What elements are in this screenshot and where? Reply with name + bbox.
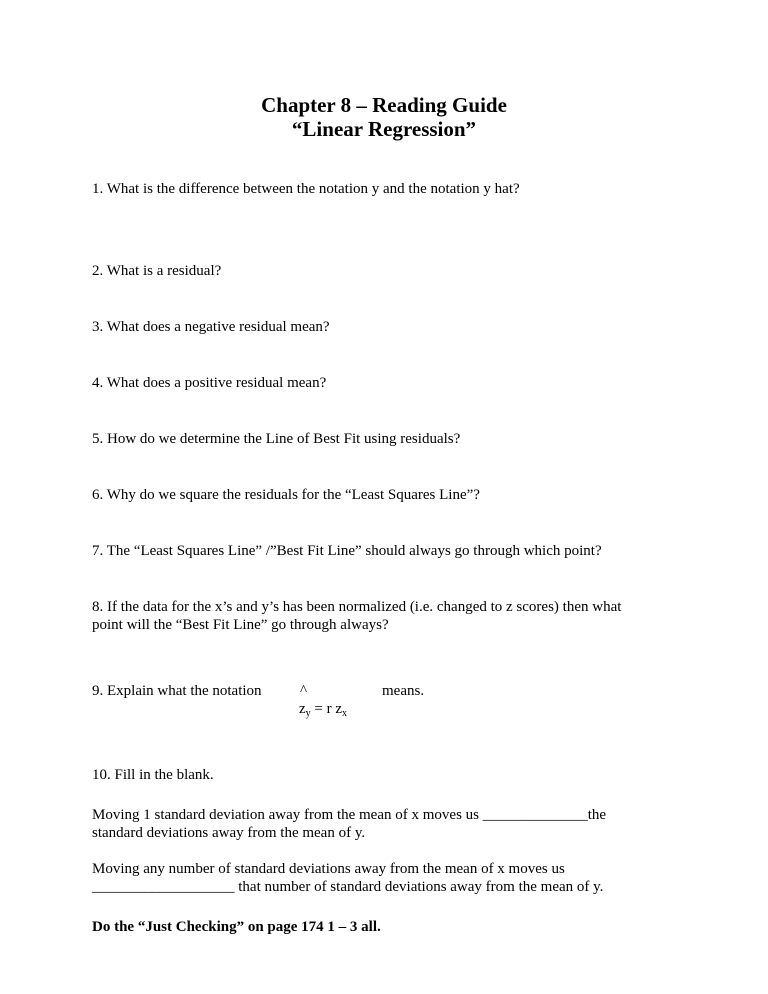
- question-2: 2. What is a residual?: [92, 263, 222, 279]
- fill-blank-1-line-1: Moving 1 standard deviation away from the mean of x moves us ______________the: [92, 807, 607, 823]
- question-9-suffix: means.: [382, 683, 425, 699]
- question-10: 10. Fill in the blank.: [92, 767, 214, 783]
- fill-blank-1-line-2: standard deviations away from the mean of y.: [92, 825, 366, 841]
- formula-z: z: [299, 701, 306, 717]
- z-score-formula: [299, 700, 347, 720]
- question-4: 4. What does a positive residual mean?: [92, 375, 327, 391]
- formula-subscript-y: y: [305, 708, 311, 719]
- fill-blank-2-line-2: ___________________ that number of standard deviations away from the mean of y.: [92, 879, 604, 895]
- question-5: 5. How do we determine the Line of Best Fit using residuals?: [92, 431, 461, 447]
- document-title: Chapter 8 – Reading Guide: [261, 93, 507, 117]
- question-3: 3. What does a negative residual mean?: [92, 319, 330, 335]
- fill-blank-2-line-1: Moving any number of standard deviations away from the mean of x moves us: [92, 861, 565, 877]
- formula-subscript-x: x: [342, 708, 348, 719]
- question-9-prefix: 9. Explain what the notation: [92, 683, 262, 699]
- question-6: 6. Why do we square the residuals for the “Least Squares Line”?: [92, 487, 480, 503]
- closing-instruction: Do the “Just Checking” on page 174 1 – 3 all.: [92, 919, 381, 935]
- formula-equals: = r z: [310, 701, 343, 717]
- document-subtitle: “Linear Regression”: [291, 117, 477, 141]
- question-1: 1. What is the difference between the notation y and the notation y hat?: [92, 181, 520, 197]
- question-7: 7. The “Least Squares Line” /”Best Fit Line” should always go through which point?: [92, 543, 602, 559]
- question-8: 8. If the data for the x’s and y’s has been normalized (i.e. changed to z scores) then what point will the “Best Fit Line” go through always?: [92, 599, 622, 633]
- hat-caret: ^: [300, 683, 308, 699]
